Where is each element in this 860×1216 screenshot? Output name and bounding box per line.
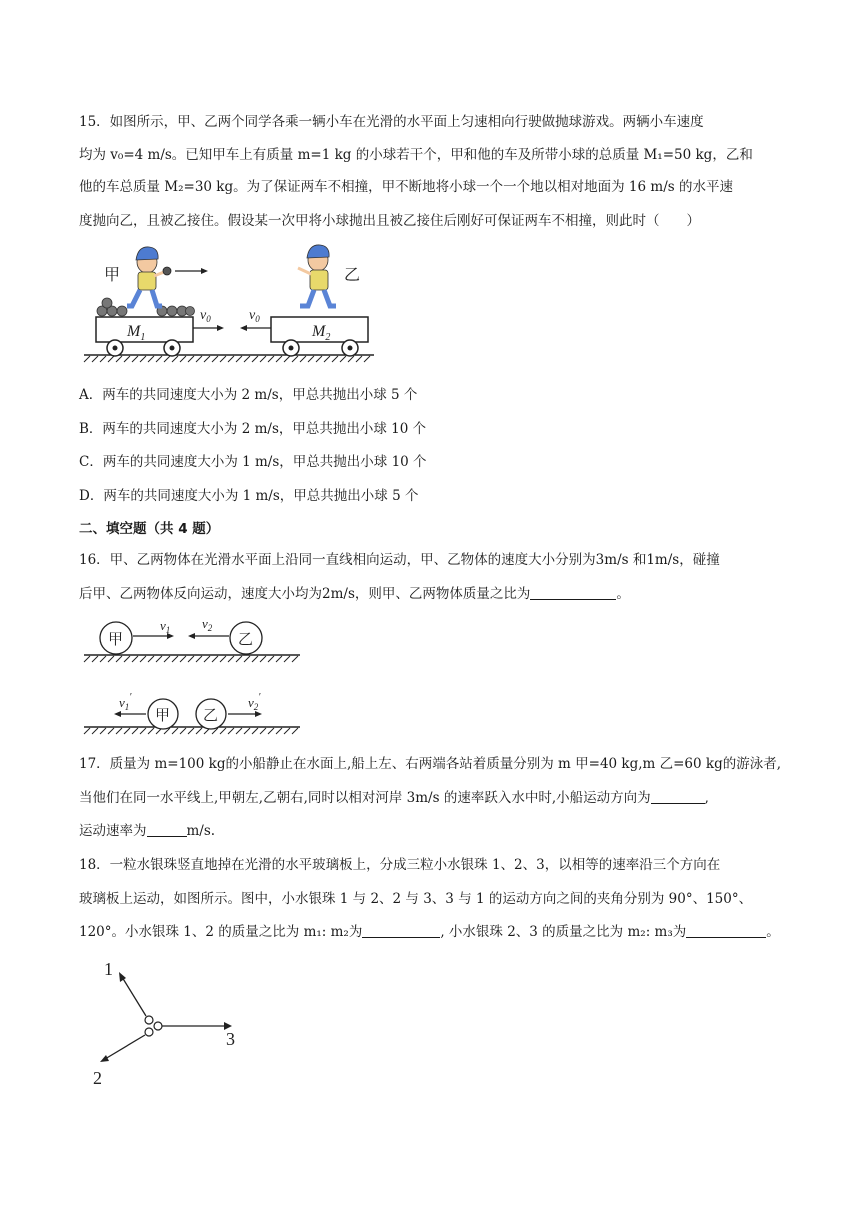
q17-line-1: 17．质量为 m=100 kg的小船静止在水面上,船上左、右两端各站着质量分别为 m 甲=40 kg,m 乙=60 kg的游泳者, <box>79 756 782 772</box>
q18-line-3-text-a: 120°。小水银珠 1、2 的质量之比为 m₁: m₂为 <box>79 924 363 940</box>
student-yi <box>298 245 336 306</box>
q17-line-2-text: 当他们在同一水平线上,甲朝左,乙朝右,同时以相对河岸 3m/s 的速率跃入水中时,小船运动方向为 <box>79 790 651 806</box>
svg-text:v0 <box>249 308 260 324</box>
q16-line-1: 16．甲、乙两物体在光滑水平面上沿同一直线相向运动，甲、乙物体的速度大小分别为3m/s 和1m/s，碰撞 <box>79 552 720 568</box>
cart1-label: M <box>127 323 141 340</box>
v1-prime-label: v <box>119 695 125 710</box>
q15-cart-figure <box>82 240 382 365</box>
q15-line-1: 15．如图所示，甲、乙两个同学各乘一辆小车在光滑的水平面上匀速相向行驶做抛球游戏。两辆小车速度 <box>79 114 704 130</box>
q18-ratio12-blank[interactable] <box>362 923 440 938</box>
v2-prime-sub: 2 <box>253 702 259 712</box>
q15-choice-b[interactable]: B．两车的共同速度大小为 2 m/s，甲总共抛出小球 10 个 <box>79 421 427 437</box>
ball-yi-before: 乙 <box>238 632 254 648</box>
q15-choice-c[interactable]: C．两车的共同速度大小为 1 m/s，甲总共抛出小球 10 个 <box>79 454 427 470</box>
q17-speed-blank[interactable] <box>147 822 187 837</box>
q18-droplet-figure <box>88 958 248 1088</box>
svg-text:v2′: $v_2'$ <box>248 692 261 712</box>
v0-sub-left: 0 <box>206 314 211 324</box>
q18-line-3-text-b: , 小水银珠 2、3 的质量之比为 m₂: m₃为 <box>440 924 687 940</box>
v2-label: v <box>202 616 208 631</box>
q18-line-3-end: 。 <box>766 924 780 940</box>
v0-label-right: v <box>249 308 256 323</box>
droplet-2-label: 2 <box>93 1068 102 1088</box>
svg-text:v0 <box>200 308 211 324</box>
q17-line-3 <box>79 821 215 841</box>
droplet-1-label: 1 <box>104 959 113 979</box>
v1-prime-sub: 1 <box>124 702 130 712</box>
q17-line-2 <box>79 788 709 808</box>
q18-line-1: 18．一粒水银珠竖直地掉在光滑的水平玻璃板上，分成三粒小水银珠 1、2、3，以相等的速率沿三个方向在 <box>79 857 721 873</box>
q15-line-2: 均为 v₀=4 m/s。已知甲车上有质量 m=1 kg 的小球若干个，甲和他的车及所带小球的总质量 M₁=50 kg，乙和 <box>79 147 753 163</box>
q17-line-3-end: m/s. <box>186 823 216 839</box>
v2-sub: 2 <box>207 623 213 633</box>
q15-line-4: 度抛向乙，且被乙接住。假设某一次甲将小球抛出且被乙接住后刚好可保证两车不相撞，则此时（ ） <box>79 213 700 229</box>
ball-jia-after: 甲 <box>155 708 171 724</box>
q16-line-2-end: 。 <box>616 586 630 602</box>
ball-jia-before: 甲 <box>108 632 124 648</box>
v0-label-left: v <box>200 308 207 323</box>
svg-text:v2 <box>202 616 213 633</box>
q18-ratio23-blank[interactable] <box>686 923 766 938</box>
label-yi: 乙 <box>344 267 361 284</box>
svg-text:v1′: $v_1'$ <box>119 692 132 712</box>
v2-prime-label: v <box>248 695 254 710</box>
q17-direction-blank[interactable] <box>651 789 705 804</box>
v0-sub-right: 0 <box>255 314 260 324</box>
student-jia <box>127 247 171 306</box>
q18-line-3 <box>79 922 780 942</box>
q18-line-2: 玻璃板上运动，如图所示。图中，小水银珠 1 与 2、2 与 3、3 与 1 的运动方向之间的夹角分别为 90°、150°、 <box>79 891 753 907</box>
q15-choice-d[interactable]: D．两车的共同速度大小为 1 m/s，甲总共抛出小球 5 个 <box>79 488 419 504</box>
q16-collision-figure <box>82 610 307 735</box>
svg-text:v1 <box>160 618 170 635</box>
cart1-subscript: 1 <box>140 332 146 343</box>
q16-answer-blank[interactable] <box>530 585 616 600</box>
droplet-3-label: 3 <box>226 1029 235 1049</box>
cart2-label: M <box>312 323 326 340</box>
ball-yi-after: 乙 <box>203 708 219 724</box>
q16-line-2 <box>79 584 630 604</box>
q15-choice-a[interactable]: A．两车的共同速度大小为 2 m/s，甲总共抛出小球 5 个 <box>79 387 418 403</box>
q17-line-3-text: 运动速率为 <box>79 823 147 839</box>
q15-line-3: 他的车总质量 M₂=30 kg。为了保证两车不相撞，甲不断地将小球一个一个地以相对地面为 16 m/s 的水平速 <box>79 179 733 195</box>
section-fill-in-title: 二、填空题（共 4 题） <box>79 521 220 537</box>
label-jia: 甲 <box>104 267 121 284</box>
q17-line-2-end: , <box>704 790 709 806</box>
v1-sub: 1 <box>165 625 171 635</box>
cart2-subscript: 2 <box>325 332 331 343</box>
v1-label: v <box>160 618 166 633</box>
q16-line-2-text: 后甲、乙两物体反向运动，速度大小均为2m/s，则甲、乙两物体质量之比为 <box>79 586 531 602</box>
